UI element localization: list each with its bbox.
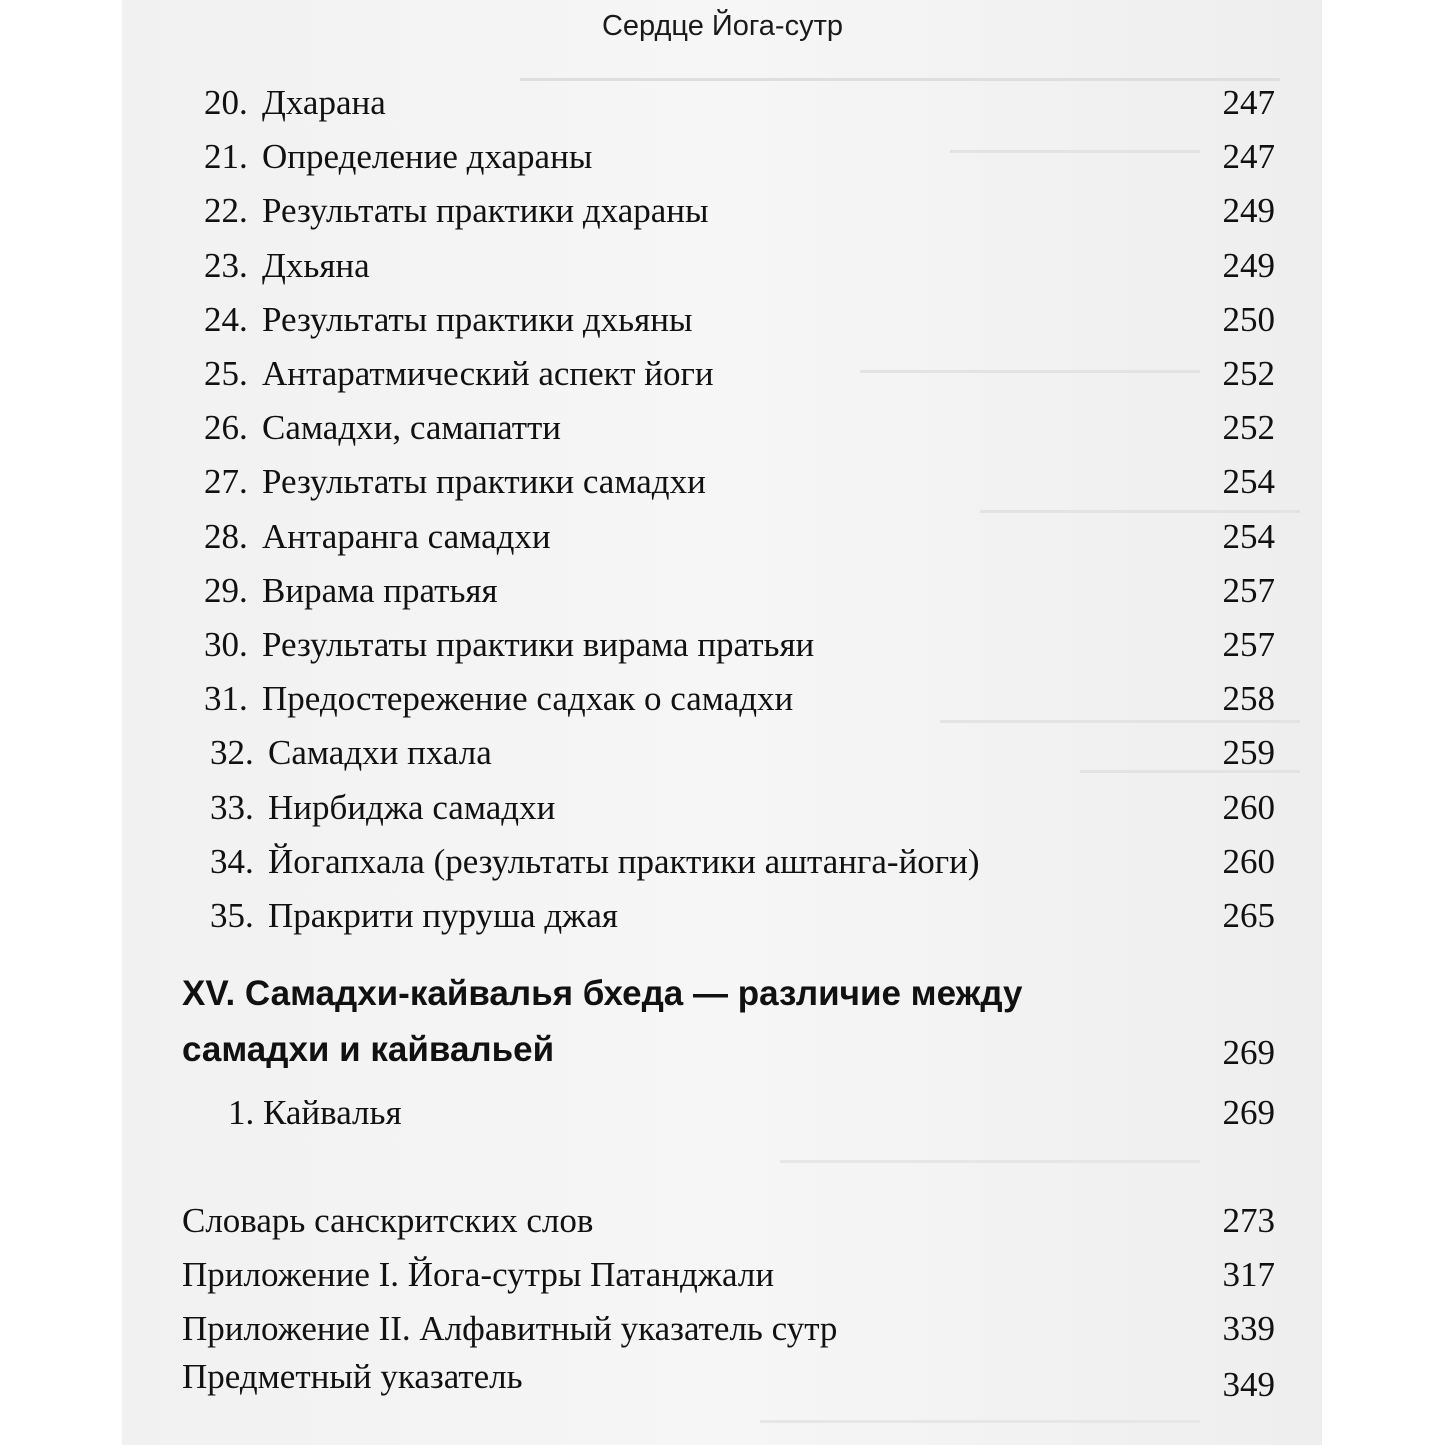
toc-entry-number: 30. [204,625,248,664]
toc-entry-number: 23. [204,245,248,285]
appendix-entry [0,1302,1445,1356]
toc-entry [0,781,1445,835]
running-header: Сердце Йога-сутр [601,10,844,42]
toc-entry-page: 249 [1222,191,1275,231]
toc-entry-title: Антаратмический аспект йоги [262,354,714,393]
toc-entry-number: 21. [204,137,248,177]
toc-entry-number: 26. [204,408,248,448]
toc-entry [0,401,1445,455]
toc-entry [0,293,1445,347]
appendix-entry [0,1350,1445,1404]
toc-entry [0,672,1445,726]
toc-entry-number: 32. [210,733,254,773]
toc-entry-number: 22. [204,191,248,231]
toc-entry-page: 254 [1222,462,1275,502]
toc-entry [0,184,1445,238]
appendix-page: 349 [1222,1365,1275,1404]
toc-entry-page: 257 [1222,570,1275,610]
toc-entry-title: Результаты практики дхараны [262,191,709,231]
section-heading-line1: XV. Самадхи-кайвалья бхеда — различие между [182,974,1023,1013]
toc-entry-number: 29. [204,570,248,610]
show-through-decoration [780,1160,1200,1165]
section-heading-line2: самадхи и кайвальей [182,1030,555,1069]
toc-entry-title: Результаты практики самадхи [262,462,706,502]
toc-entry [0,510,1445,564]
toc-entry-page: 259 [1222,733,1275,773]
toc-entry [0,726,1445,780]
toc-entry-title: Дхьяна [262,245,370,285]
toc-entry-page: 260 [1222,841,1275,881]
section-page-number: 269 [1222,1033,1275,1072]
toc-entry-number: 33. [210,787,254,827]
toc-entry-number: 25. [204,354,248,393]
toc-sub-entry [0,1086,1445,1140]
toc-entry [0,835,1445,889]
toc-entry-number: 20. [204,83,248,122]
toc-entry-page: 250 [1222,299,1275,339]
toc-entry-title: Результаты практики вирама пратьяи [262,625,815,664]
appendix-entry [0,1248,1445,1302]
toc-sub-entry-page: 269 [1222,1093,1275,1132]
toc-entry-page: 247 [1222,137,1275,177]
toc-entry-page: 254 [1222,516,1275,556]
toc-entry-title: Нирбиджа самадхи [268,787,556,827]
toc-entry-page: 247 [1222,83,1275,122]
appendix-title: Приложение II. Алфавитный указатель сутр [182,1309,838,1348]
toc-entry-title: Результаты практики дхьяны [262,299,693,339]
appendix-title: Предметный указатель [182,1357,523,1396]
toc-entry-title: Дхарана [262,83,386,122]
show-through-decoration [760,1420,1200,1425]
toc-entry-title: Йогапхала (результаты практики аштанга-йоги) [268,841,980,881]
toc-entry-page: 265 [1222,896,1275,935]
toc-entry-page: 257 [1222,625,1275,664]
toc-entry-number: 31. [204,679,248,719]
appendix-title: Приложение I. Йога-сутры Патанджали [182,1255,775,1294]
appendix-title: Словарь санскритских слов [182,1201,594,1240]
toc-entry-title: Самадхи пхала [268,733,492,773]
toc-entry [0,239,1445,293]
toc-entry-number: 35. [210,896,254,935]
toc-sub-entry-text: 1. Кайвалья [228,1093,402,1132]
toc-entry [0,130,1445,184]
toc-entry [0,347,1445,401]
section-heading [182,966,1182,1078]
toc-entry-title: Антаранга самадхи [262,516,551,556]
appendix-entry [0,1194,1445,1248]
appendix-page: 317 [1222,1255,1275,1294]
toc-entry-number: 24. [204,299,248,339]
toc-entry-number: 28. [204,516,248,556]
toc-entry-number: 34. [210,841,254,881]
toc-entry [0,618,1445,672]
toc-entry-page: 258 [1222,679,1275,719]
toc-entry-page: 249 [1222,245,1275,285]
toc-entry [0,889,1445,943]
toc-entry-title: Вирама пратьяя [262,570,498,610]
toc-entry [0,564,1445,618]
toc-entry-title: Самадхи, самапатти [262,408,562,448]
toc-entry-title: Предостережение садхак о самадхи [262,679,794,719]
toc-entry [0,455,1445,509]
toc-entry-title: Пракрити пуруша джая [268,896,618,935]
toc-entry-page: 252 [1222,408,1275,448]
appendix-page: 339 [1222,1309,1275,1348]
toc-entry-page: 260 [1222,787,1275,827]
appendix-page: 273 [1222,1201,1275,1240]
toc-entry-title: Определение дхараны [262,137,593,177]
toc-entry-number: 27. [204,462,248,502]
toc-entry-page: 252 [1222,354,1275,393]
toc-entry [0,76,1445,130]
